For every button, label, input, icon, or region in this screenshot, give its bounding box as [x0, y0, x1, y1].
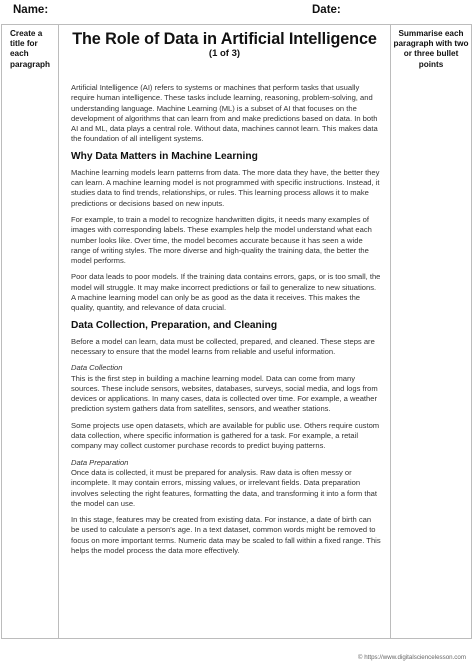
- paragraph: Once data is collected, it must be prepared for analysis. Raw data is often messy or incomplete. It may contain errors, missing values, or irrelevant fields. Data preparation involves selecting the right features, formatting the data, and transforming it into a form that the model can use.: [71, 467, 378, 508]
- summary-column-heading: Summarise each paragraph with two or three bullet points: [393, 29, 469, 69]
- document-title: The Role of Data in Artificial Intelligence: [72, 30, 377, 48]
- section-heading: Why Data Matters in Machine Learning: [71, 150, 258, 162]
- paragraph: Poor data leads to poor models. If the training data contains errors, gaps, or is too small, the model will struggle. It may make incorrect predictions or fail to generalize to new situations. A machine learning model can only be as good as the data it receives. This makes the quality, quantity, and relevance of data crucial.: [71, 272, 381, 313]
- title-column-heading: Create a title for each paragraph: [10, 29, 51, 69]
- section-heading: Data Collection, Preparation, and Cleaning: [71, 319, 278, 331]
- paragraph: For example, to train a model to recognize handwritten digits, it needs many examples of images with corresponding labels. These examples help the model understand what each number looks like. Over time, the model becomes accurate because it has seen a wide range of writing styles. The more diverse and high-quality the training data, the better the model performs.: [71, 214, 372, 266]
- summary-column[interactable]: [390, 25, 471, 638]
- paragraph: Before a model can learn, data must be collected, prepared, and cleaned. These steps are necessary to ensure that the model learns from reliable and useful information.: [71, 336, 375, 356]
- paragraph: This is the first step in building a machine learning model. Data can come from many sources. These include sensors, websites, databases, surveys, social media, and logs from devices or applications. In many cases, data is collected over time. For example, a weather prediction system gathers data from satellites, sensors, and weather stations.: [71, 373, 378, 414]
- worksheet-grid: [1, 24, 472, 639]
- footer: [358, 654, 466, 661]
- paragraph: Machine learning models learn patterns from data. The more data they have, the better they can learn. A machine learning model is not programmed with specific instructions. Instead, it studies data to find trends, relationships, or rules. This learning process allows it to make predictions or decisions based on new inputs.: [71, 167, 380, 208]
- document-subtitle: (1 of 3): [208, 48, 241, 59]
- name-label: Name:: [13, 4, 49, 16]
- title-column[interactable]: [2, 25, 59, 638]
- subheading: Data Collection: [71, 363, 123, 373]
- copyright-text: © https://www.digitalsciencelesson.com: [357, 654, 466, 661]
- article-body: [71, 83, 381, 562]
- article-column: [59, 25, 390, 638]
- date-label: Date:: [312, 4, 341, 16]
- subheading: Data Preparation: [71, 457, 129, 467]
- worksheet-header: [0, 0, 474, 22]
- paragraph: In this stage, features may be created from existing data. For instance, a date of birth can be used to calculate a person's age. In a text dataset, common words might be removed to focus on more important terms. Numeric data may be scaled to fall within a fixed range. This helps the model process the data more effectively.: [71, 515, 381, 555]
- paragraph: Some projects use open datasets, which are available for public use. Others require custom data collection, where specific information is gathered for a task. For example, a retail company may collect customer purchase records to predict buying patterns.: [71, 420, 380, 451]
- intro-paragraph: Artificial Intelligence (AI) refers to systems or machines that perform tasks that usually require human intelligence. These tasks include learning, reasoning, problem-solving, and understanding language. Machine Learning (ML) is a subset of AI that focuses on the development of algorithms that can learn from and make predictions based on data. In both AI and ML, data plays a central role. Without data, machines cannot learn. This makes data the foundation of all intelligent systems.: [71, 83, 378, 144]
